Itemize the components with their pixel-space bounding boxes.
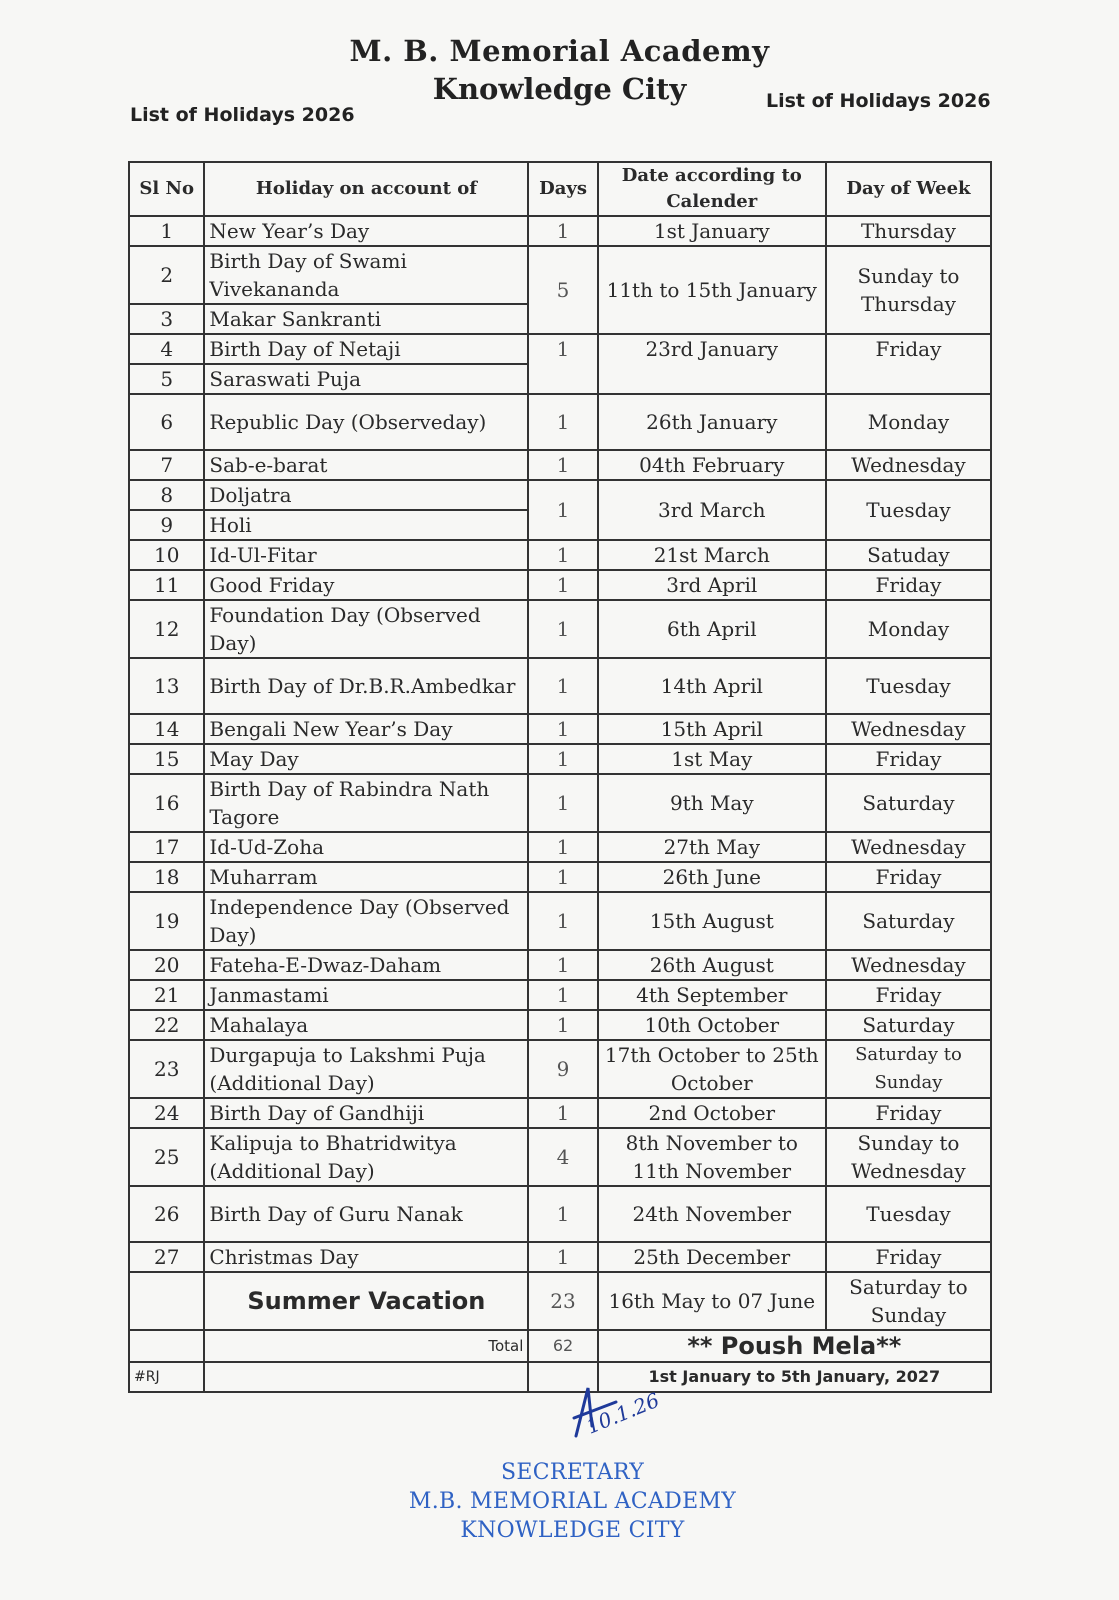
date: 16th May to 07 June: [598, 1272, 826, 1330]
footer-row: [129, 1362, 991, 1392]
days: 1: [528, 540, 597, 570]
table-row: [129, 1186, 991, 1242]
holiday-name: Good Friday: [204, 570, 528, 600]
handwritten-date: 10.1.26: [582, 1387, 663, 1439]
date: 3rd March: [598, 480, 826, 540]
row-code: #RJ: [129, 1362, 204, 1392]
days: 23: [528, 1272, 597, 1330]
table-row: [129, 1040, 991, 1098]
date: 3rd April: [598, 570, 826, 600]
days: 1: [528, 1242, 597, 1272]
table-row: [129, 570, 991, 600]
sl-no: 7: [129, 450, 204, 480]
table-row: [129, 540, 991, 570]
holiday-name: Bengali New Year’s Day: [204, 714, 528, 744]
holiday-name: Christmas Day: [204, 1242, 528, 1272]
days: 1: [528, 480, 597, 540]
academy-name: M.B. MEMORIAL ACADEMY: [408, 1489, 737, 1514]
holiday-name: Foundation Day (Observed Day): [204, 600, 528, 658]
col-holiday: Holiday on account of: [204, 162, 528, 216]
days: 1: [528, 862, 597, 892]
day-of-week: Friday: [826, 980, 991, 1010]
sl-no: 1: [129, 216, 204, 246]
sl-no: 22: [129, 1010, 204, 1040]
holiday-name: Birth Day of Rabindra Nath Tagore: [204, 774, 528, 832]
list-heading-left: List of Holidays 2026: [130, 104, 355, 126]
date: 27th May: [598, 832, 826, 862]
table-row: [129, 246, 991, 304]
table-row: [129, 950, 991, 980]
days: 1: [528, 600, 597, 658]
sl-no: 15: [129, 744, 204, 774]
day-of-week: Monday: [826, 600, 991, 658]
school-location: Knowledge City: [432, 72, 687, 106]
table-header: [129, 162, 991, 216]
date: 26th August: [598, 950, 826, 980]
day-of-week: Friday: [826, 862, 991, 892]
days: 1: [528, 774, 597, 832]
holiday-name: Holi: [204, 510, 528, 540]
col-sl: Sl No: [129, 162, 204, 216]
day-of-week: Saturday: [826, 1010, 991, 1040]
days: 1: [528, 714, 597, 744]
table-row: [129, 774, 991, 832]
holiday-name: Birth Day of Guru Nanak: [204, 1186, 528, 1242]
sl-no: 17: [129, 832, 204, 862]
days: 1: [528, 950, 597, 980]
sl-no: 18: [129, 862, 204, 892]
holiday-name: Kalipuja to Bhatridwitya (Additional Day): [204, 1128, 528, 1186]
holiday-name: Makar Sankranti: [204, 304, 528, 334]
days: 4: [528, 1128, 597, 1186]
col-date: Date according to Calender: [598, 162, 826, 216]
days: 1: [528, 832, 597, 862]
sl-no: 21: [129, 980, 204, 1010]
days: 1: [528, 1010, 597, 1040]
day-of-week: Wednesday: [826, 832, 991, 862]
days: 1: [528, 450, 597, 480]
table-row: [129, 1010, 991, 1040]
date: 15th April: [598, 714, 826, 744]
date: 24th November: [598, 1186, 826, 1242]
date: 11th to 15th January: [598, 246, 826, 334]
col-day-of-week: Day of Week: [826, 162, 991, 216]
sl-no: 19: [129, 892, 204, 950]
poush-mela-date: 1st January to 5th January, 2027: [598, 1362, 991, 1392]
sl-no: 4: [129, 334, 204, 364]
days: 9: [528, 1040, 597, 1098]
sl-no: 8: [129, 480, 204, 510]
sl-no: 6: [129, 394, 204, 450]
sl-no: 26: [129, 1186, 204, 1242]
holiday-name: Id-Ud-Zoha: [204, 832, 528, 862]
sl-no: 12: [129, 600, 204, 658]
total-row: [129, 1330, 991, 1362]
total-label: Total: [204, 1330, 528, 1362]
holiday-name: Birth Day of Swami Vivekananda: [204, 246, 528, 304]
date: 26th June: [598, 862, 826, 892]
table-row: [129, 216, 991, 246]
days: 1: [528, 394, 597, 450]
days: 1: [528, 892, 597, 950]
days: 1: [528, 570, 597, 600]
table-row: [129, 892, 991, 950]
school-title: M. B. Memorial Academy: [349, 34, 770, 68]
day-of-week: Sunday to Wednesday: [826, 1128, 991, 1186]
day-of-week: Friday: [826, 1242, 991, 1272]
academy-location: KNOWLEDGE CITY: [460, 1518, 685, 1543]
day-of-week: Tuesday: [826, 1186, 991, 1242]
day-of-week: Sunday to Thursday: [826, 246, 991, 334]
sl-no: 9: [129, 510, 204, 540]
total-days: 62: [528, 1330, 597, 1362]
date: 10th October: [598, 1010, 826, 1040]
sl-no: 5: [129, 364, 204, 394]
day-of-week: Satuday: [826, 540, 991, 570]
sl-no: 27: [129, 1242, 204, 1272]
sl-no: 11: [129, 570, 204, 600]
sl-no: 25: [129, 1128, 204, 1186]
table-row: [129, 1098, 991, 1128]
date: 8th November to 11th November: [598, 1128, 826, 1186]
table-row: [129, 714, 991, 744]
day-of-week: Wednesday: [826, 714, 991, 744]
holiday-name: Saraswati Puja: [204, 364, 528, 394]
holiday-name: Doljatra: [204, 480, 528, 510]
days: 1: [528, 658, 597, 714]
date: 14th April: [598, 658, 826, 714]
date: 23rd January: [598, 334, 826, 394]
holiday-name: Independence Day (Observed Day): [204, 892, 528, 950]
table-row: [129, 862, 991, 892]
date: 6th April: [598, 600, 826, 658]
day-of-week: Saturday to Sunday: [826, 1040, 991, 1098]
day-of-week: Thursday: [826, 216, 991, 246]
holiday-name: Sab-e-barat: [204, 450, 528, 480]
days: 1: [528, 1098, 597, 1128]
table-row: [129, 480, 991, 510]
day-of-week: Saturday: [826, 774, 991, 832]
col-days: Days: [528, 162, 597, 216]
holiday-name: Mahalaya: [204, 1010, 528, 1040]
day-of-week: Saturday: [826, 892, 991, 950]
signature-mark: [568, 1378, 688, 1458]
date: 21st March: [598, 540, 826, 570]
table-row: [129, 600, 991, 658]
table-row: [129, 832, 991, 862]
sl-no: 10: [129, 540, 204, 570]
day-of-week: Tuesday: [826, 480, 991, 540]
days: 1: [528, 334, 597, 394]
sl-no: 2: [129, 246, 204, 304]
sl-no: 14: [129, 714, 204, 744]
secretary-title: SECRETARY: [500, 1460, 645, 1485]
holiday-name: Muharram: [204, 862, 528, 892]
date: 4th September: [598, 980, 826, 1010]
empty-cell: [204, 1362, 528, 1392]
sl-no: 23: [129, 1040, 204, 1098]
date: 26th January: [598, 394, 826, 450]
list-heading-right: List of Holidays 2026: [766, 90, 991, 112]
date: 15th August: [598, 892, 826, 950]
holiday-name: New Year’s Day: [204, 216, 528, 246]
sl-no: 16: [129, 774, 204, 832]
day-of-week: Friday: [826, 334, 991, 394]
day-of-week: Saturday to Sunday: [826, 1272, 991, 1330]
table-row: [129, 744, 991, 774]
poush-mela-title: ** Poush Mela**: [598, 1330, 991, 1362]
table-row: [129, 450, 991, 480]
summer-vacation-label: Summer Vacation: [204, 1272, 528, 1330]
table-row: [129, 334, 991, 364]
sl-no: 20: [129, 950, 204, 980]
days: 1: [528, 1186, 597, 1242]
day-of-week: Friday: [826, 1098, 991, 1128]
table-row: [129, 980, 991, 1010]
sl-no: 24: [129, 1098, 204, 1128]
date: 2nd October: [598, 1098, 826, 1128]
days: 1: [528, 216, 597, 246]
table-row: [129, 1128, 991, 1186]
table-row: [129, 658, 991, 714]
day-of-week: Friday: [826, 744, 991, 774]
sl-no: 13: [129, 658, 204, 714]
date: 9th May: [598, 774, 826, 832]
day-of-week: Wednesday: [826, 450, 991, 480]
sl-no: [129, 1330, 204, 1362]
holiday-table: [128, 161, 992, 1393]
date: 04th February: [598, 450, 826, 480]
date: 1st January: [598, 216, 826, 246]
summer-vacation-row: [129, 1272, 991, 1330]
day-of-week: Tuesday: [826, 658, 991, 714]
holiday-name: May Day: [204, 744, 528, 774]
day-of-week: Wednesday: [826, 950, 991, 980]
table-row: [129, 1242, 991, 1272]
days: 1: [528, 980, 597, 1010]
holiday-name: Birth Day of Netaji: [204, 334, 528, 364]
day-of-week: Friday: [826, 570, 991, 600]
days: 5: [528, 246, 597, 334]
date: 1st May: [598, 744, 826, 774]
holiday-name: Id-Ul-Fitar: [204, 540, 528, 570]
date: 17th October to 25th October: [598, 1040, 826, 1098]
holiday-name: Republic Day (Observeday): [204, 394, 528, 450]
sl-no: 3: [129, 304, 204, 334]
holiday-name: Durgapuja to Lakshmi Puja (Additional Day): [204, 1040, 528, 1098]
table-row: [129, 394, 991, 450]
holiday-name: Fateha-E-Dwaz-Daham: [204, 950, 528, 980]
days: 1: [528, 744, 597, 774]
holiday-name: Birth Day of Dr.B.R.Ambedkar: [204, 658, 528, 714]
holiday-name: Birth Day of Gandhiji: [204, 1098, 528, 1128]
date: 25th December: [598, 1242, 826, 1272]
day-of-week: Monday: [826, 394, 991, 450]
sl-no: [129, 1272, 204, 1330]
holiday-name: Janmastami: [204, 980, 528, 1010]
